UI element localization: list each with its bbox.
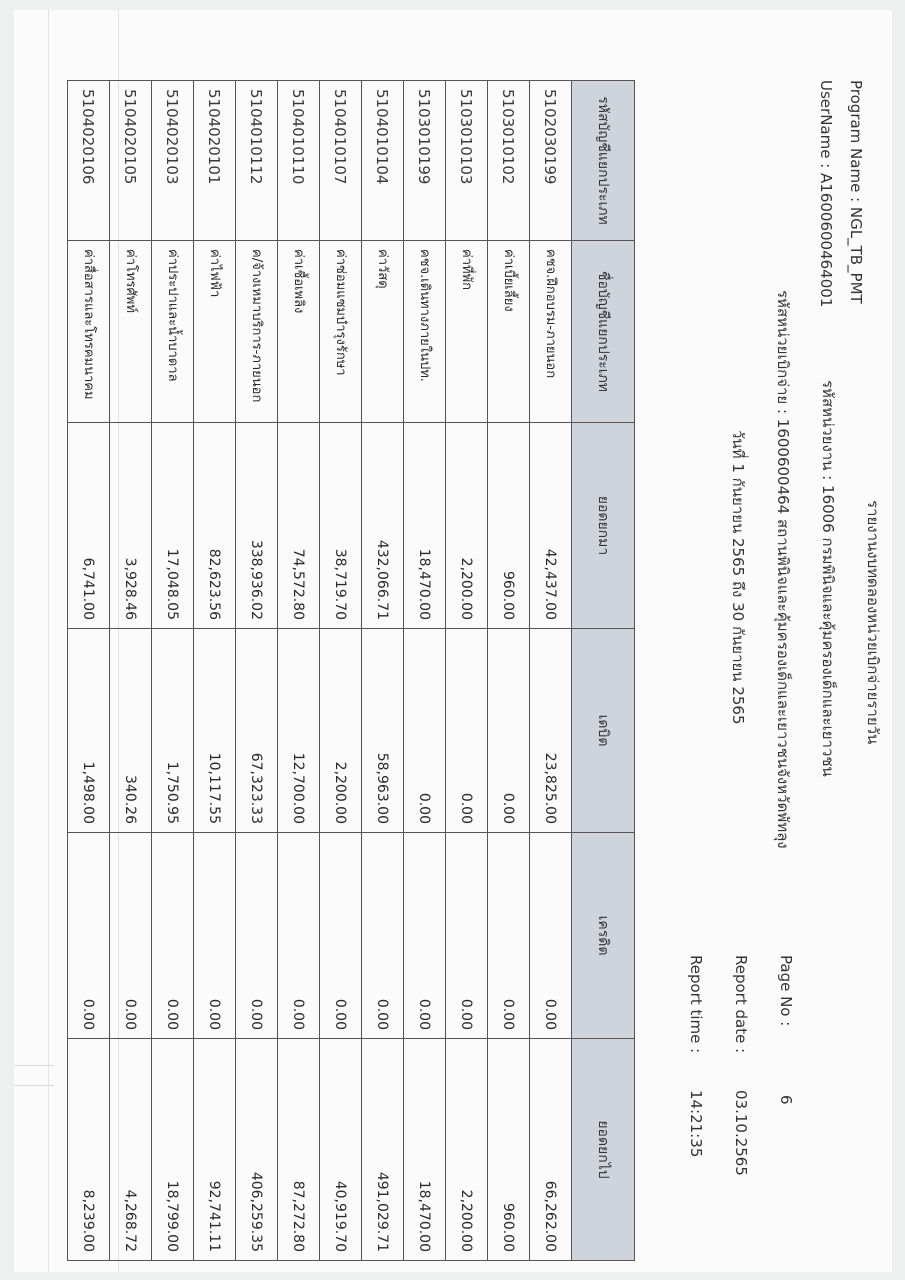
balance-carried-forward: 66,262.00 <box>530 1039 572 1261</box>
account-name: ค่าเชื้อเพลิง <box>278 241 320 423</box>
table-row <box>488 81 530 1261</box>
balance-carried-forward: 87,272.80 <box>278 1039 320 1261</box>
credit-amount: 0.00 <box>362 833 404 1039</box>
balance-carried-forward: 406,259.35 <box>236 1039 278 1261</box>
account-name: ค่าประปาและน้ำบาดาล <box>152 241 194 423</box>
account-name: คชจ.ฝึกอบรม-ภายนอก <box>530 241 572 423</box>
account-name: ค่าวัสดุ <box>362 241 404 423</box>
debit-amount: 0.00 <box>488 629 530 833</box>
account-name: คชจ.เดินทางภายในปท. <box>404 241 446 423</box>
debit-amount: 1,750.95 <box>152 629 194 833</box>
account-code: 5103010103 <box>446 81 488 241</box>
report-time: 14:21:35 <box>687 1090 705 1158</box>
col-header-account-code: รหัสบัญชีแยกประเภท <box>572 81 635 241</box>
table-header-row <box>572 81 635 1261</box>
report-date-label: Report date : <box>732 955 750 1054</box>
col-header-carried-forward: ยอดยกไป <box>572 1039 635 1261</box>
page-no-label: Page No : <box>777 955 795 1027</box>
balance-carried-forward: 8,239.00 <box>68 1039 110 1261</box>
table-row <box>152 81 194 1261</box>
account-name: ค่าโทรศัพท์ <box>110 241 152 423</box>
credit-amount: 0.00 <box>320 833 362 1039</box>
balance-carried-forward: 4,268.72 <box>110 1039 152 1261</box>
account-code: 5104010110 <box>278 81 320 241</box>
debit-amount: 23,825.00 <box>530 629 572 833</box>
account-code: 5104020103 <box>152 81 194 241</box>
table-row <box>278 81 320 1261</box>
col-header-account-name: ชื่อบัญชีแยกประเภท <box>572 241 635 423</box>
trial-balance-table <box>67 80 635 1261</box>
debit-amount: 0.00 <box>404 629 446 833</box>
balance-brought-forward: 6,741.00 <box>68 423 110 629</box>
program-name: Program Name : NGL_TB_PMT <box>847 80 865 304</box>
account-code: 5102030199 <box>530 81 572 241</box>
page-no: 6 <box>777 1095 795 1105</box>
account-code: 5103010199 <box>404 81 446 241</box>
debit-amount: 2,200.00 <box>320 629 362 833</box>
debit-amount: 340.26 <box>110 629 152 833</box>
account-code: 5104010104 <box>362 81 404 241</box>
report-date: 03.10.2565 <box>732 1090 750 1176</box>
balance-brought-forward: 3,928.46 <box>110 423 152 629</box>
agency-line: รหัสหน่วยงาน : 16006 กรมพินิจและคุ้มครองเด็กและเยาวชน <box>819 380 837 777</box>
table-row <box>446 81 488 1261</box>
report-title: รายงานงบทดลองหน่วยเบิกจ่ายรายวัน <box>864 500 882 745</box>
credit-amount: 0.00 <box>530 833 572 1039</box>
credit-amount: 0.00 <box>110 833 152 1039</box>
balance-brought-forward: 38,719.70 <box>320 423 362 629</box>
username: UserName : A1600600464001 <box>817 80 835 308</box>
balance-carried-forward: 491,029.71 <box>362 1039 404 1261</box>
col-header-credit: เครดิต <box>572 833 635 1039</box>
report-period: วันที่ 1 กันยายน 2565 ถึง 30 กันยายน 2565 <box>729 430 747 725</box>
table-row <box>362 81 404 1261</box>
credit-amount: 0.00 <box>488 833 530 1039</box>
account-name: ค่าซ่อมแซมบำรุงรักษา <box>320 241 362 423</box>
credit-amount: 0.00 <box>194 833 236 1039</box>
account-code: 5104020106 <box>68 81 110 241</box>
account-code: 5104010107 <box>320 81 362 241</box>
disbursement-unit-line: รหัสหน่วยเบิกจ่าย : 1600600464 สถานพินิจและคุ้มครองเด็กและเยาวชนจังหวัดพัทลุง <box>774 290 792 849</box>
debit-amount: 12,700.00 <box>278 629 320 833</box>
credit-amount: 0.00 <box>404 833 446 1039</box>
table-row <box>236 81 278 1261</box>
account-name: ค่าที่พัก <box>446 241 488 423</box>
account-code: 5104010112 <box>236 81 278 241</box>
table-row <box>194 81 236 1261</box>
col-header-brought-forward: ยอดยกมา <box>572 423 635 629</box>
balance-carried-forward: 40,919.70 <box>320 1039 362 1261</box>
credit-amount: 0.00 <box>152 833 194 1039</box>
balance-brought-forward: 42,437.00 <box>530 423 572 629</box>
table-row <box>530 81 572 1261</box>
debit-amount: 67,323.33 <box>236 629 278 833</box>
table-row <box>68 81 110 1261</box>
balance-brought-forward: 17,048.05 <box>152 423 194 629</box>
account-name: ค่าสื่อสารและโทรคมนาคม <box>68 241 110 423</box>
balance-carried-forward: 92,741.11 <box>194 1039 236 1261</box>
account-code: 5104020105 <box>110 81 152 241</box>
balance-carried-forward: 18,799.00 <box>152 1039 194 1261</box>
balance-carried-forward: 18,470.00 <box>404 1039 446 1261</box>
debit-amount: 10,117.55 <box>194 629 236 833</box>
balance-brought-forward: 18,470.00 <box>404 423 446 629</box>
account-name: ค/จ้างเหมาบริการ-ภายนอก <box>236 241 278 423</box>
balance-brought-forward: 432,066.71 <box>362 423 404 629</box>
balance-brought-forward: 82,623.56 <box>194 423 236 629</box>
balance-brought-forward: 74,572.80 <box>278 423 320 629</box>
credit-amount: 0.00 <box>68 833 110 1039</box>
debit-amount: 1,498.00 <box>68 629 110 833</box>
balance-brought-forward: 960.00 <box>488 423 530 629</box>
debit-amount: 0.00 <box>446 629 488 833</box>
debit-amount: 58,963.00 <box>362 629 404 833</box>
credit-amount: 0.00 <box>446 833 488 1039</box>
table-row <box>404 81 446 1261</box>
col-header-debit: เดบิต <box>572 629 635 833</box>
table-row <box>320 81 362 1261</box>
account-code: 5103010102 <box>488 81 530 241</box>
account-name: ค่าเบี้ยเลี้ยง <box>488 241 530 423</box>
balance-carried-forward: 2,200.00 <box>446 1039 488 1261</box>
report-time-label: Report time : <box>687 955 705 1054</box>
credit-amount: 0.00 <box>236 833 278 1039</box>
balance-brought-forward: 338,936.02 <box>236 423 278 629</box>
account-code: 5104020101 <box>194 81 236 241</box>
account-name: ค่าไฟฟ้า <box>194 241 236 423</box>
credit-amount: 0.00 <box>278 833 320 1039</box>
table-row <box>110 81 152 1261</box>
balance-brought-forward: 2,200.00 <box>446 423 488 629</box>
balance-carried-forward: 960.00 <box>488 1039 530 1261</box>
